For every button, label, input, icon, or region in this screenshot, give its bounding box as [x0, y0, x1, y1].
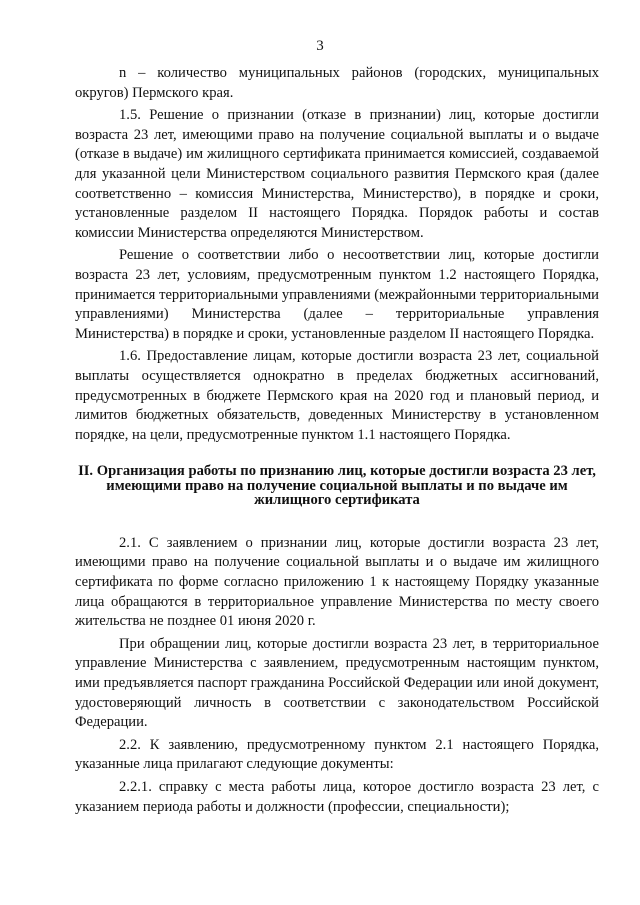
paragraph: 2.2.1. справку с места работы лица, которое достигло возраста 23 лет, с указанием периода работы и должности (профессии, специальности); — [75, 778, 599, 815]
paragraph: 1.6. Предоставление лицам, которые достигли возраста 23 лет, социальной выплаты осуществляется однократно в пределах бюджетных ассигнований, предусмотренных в бюджете Пермского края на 2020 год и плановый период, и лимитов бюджетных обязательств, доведенных Министерству в установленном порядке, на цели, предусмотренные пунктом 1.1 настоящего Порядка. — [75, 348, 599, 443]
section-heading: II. Организация работы по признанию лиц, которые достигли возраста 23 лет, имеющими право на получение социальной выплаты и по выдаче им жилищного сертификата — [78, 463, 596, 509]
paragraph: При обращении лиц, которые достигли возраста 23 лет, в территориальное управление Министерства с заявлением, предусмотренным настоящим пунктом, ими предъявляется паспорт гражданина Российской Федерации или иной документ, удостоверяющий личность в соответствии с законодательством Российской Федерации. — [75, 635, 599, 731]
paragraph: 1.5. Решение о признании (отказе в признании) лиц, которые достигли возраста 23 лет, имеющими право на получение социальной выплаты и о выдаче (отказе в выдаче) им жилищного сертификата принимается комиссией, создаваемой для указанной цели Министерством социального развития Пермского края (далее соответственно – комиссия Министерства, Министерство), в порядке и сроки, установленные разделом II настоящего Порядка. Порядок работы и состав комиссии Министерства определяются Министерством. — [75, 107, 599, 241]
paragraph: Решение о соответствии либо о несоответствии лиц, которые достигли возраста 23 лет, условиям, предусмотренным пунктом 1.2 настоящего Порядка, принимается территориальными управлениями (межрайонными территориальными управлениями) Министерства (далее – территориальные управления Министерства) в порядке и сроки, установленные разделом II настоящего Порядка. — [75, 247, 599, 342]
page-number: 3 — [316, 38, 324, 54]
document-body — [75, 64, 599, 817]
paragraph: n – количество муниципальных районов (городских, муниципальных округов) Пермского края. — [75, 65, 599, 101]
paragraph: 2.2. К заявлению, предусмотренному пунктом 2.1 настоящего Порядка, указанные лица прилагают следующие документы: — [75, 736, 599, 773]
paragraph: 2.1. С заявлением о признании лиц, которые достигли возраста 23 лет, имеющими право на получение социальной выплаты и о выдаче им жилищного сертификата по форме согласно приложению 1 к настоящему Порядку указанные лица обращаются в территориальное управление Министерства по месту своего жительства не позднее 01 июня 2020 г. — [75, 534, 599, 630]
